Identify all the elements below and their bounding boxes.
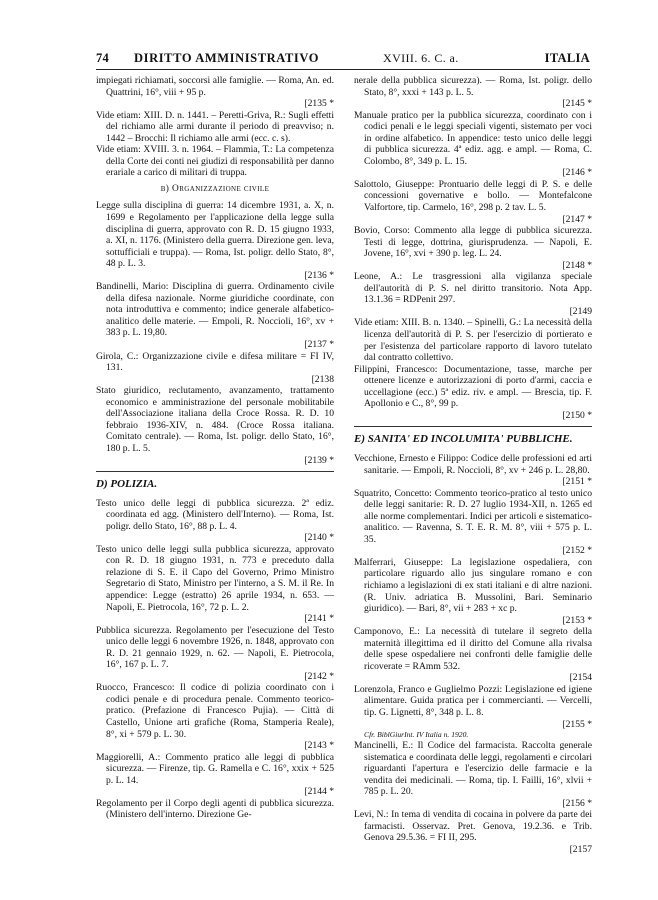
entry-reference-number: [2153 *	[562, 614, 592, 626]
entry-text: Stato giuridico, reclutamento, avanzamento, trattamento economico e amministrazione del personale mobilitabile dell'Associazione italiana della Croce Rossa. R. D. 10 febbraio 1936-XIV, n. 484. (Croce Rossa italiana. Comitato centrale). — Roma, Ist. poligr. dello Stato, 16°, 180 p. L. 5.	[96, 385, 334, 454]
bibliography-entry	[354, 271, 592, 317]
bibliography-entry	[96, 75, 334, 110]
bibliography-entry	[96, 385, 334, 466]
entry-reference-number: [2135 *	[304, 98, 334, 110]
entry-text: Testo unico delle leggi sulla pubblica sicurezza, approvato con R. D. 18 giugno 1931, n. 773 e preceduto dalla relazione di S. E. il Capo del Governo, Primo Ministro Segretario di Stato, Ministro per l'interno, a S. M. il Re. In appendice: Legge (estratto) 26 aprile 1934, n. 653. — Napoli, E. Pietrocola, 16°, 72 p. L. 2.	[96, 543, 334, 613]
entry-reference-number: [2155 *	[562, 718, 592, 730]
bibliography-entry	[354, 110, 592, 179]
bibliography-entry	[96, 200, 334, 281]
bibliography-entry	[354, 488, 592, 557]
entry-text: Levi, N.: In tema di vendita di cocaina in polvere da parte dei farmacisti. Osservaz. Pret. Genova, 19.2.36. e Trib. Genova 29.5.36. = FI II, 295.	[354, 809, 592, 844]
entry-text: Camponovo, E.: La necessità di tutelare il segreto della maternità illegittima ed il diritto del Comune alla rivalsa delle spese ospedaliere nei confronti delle famiglie delle ricoverate = RAmm 532.	[354, 626, 592, 672]
header-rule	[96, 69, 590, 70]
entry-text: Lorenzola, Franco e Guglielmo Pozzi: Legislazione ed igiene alimentare. Guida pratica per i commercianti. — Vercelli, tip. G. Lignetti, 8°, 348 p. L. 8.	[354, 683, 592, 718]
running-header	[96, 51, 590, 67]
country-label: ITALIA	[544, 51, 590, 65]
entry-reference-number: [2156 *	[562, 797, 592, 809]
entry-text: Mancinelli, E.: Il Codice del farmacista. Raccolta generale sistematica e coordinata delle leggi, regolamenti e circolari riguardanti l'apertura e l'esercizio delle farmacie e la vendita dei medicinali. — Roma, tip. I. Failli, 16°, xlvii + 785 p. L. 20.	[354, 740, 592, 798]
entry-text: Ruocco, Francesco: Il codice di polizia coordinato con i codici penale e di procedura penale. Commento teorico-pratico. (Prefazione di Francesco Pujia). — Città di Castello, Unione arti grafiche (Roma, Stamperia Reale), 8°, xi + 579 p. L. 30.	[96, 682, 334, 740]
left-top-entries	[96, 75, 334, 179]
right-top-entries	[354, 75, 592, 421]
right-e-entries	[354, 453, 592, 730]
section-divider	[354, 426, 592, 427]
entry-text: Filippini, Francesco: Documentazione, tasse, marche per ottenere licenze e autorizzazioni di porto d'armi, caccia e uccellagione (ecc.) 5ª ediz. riv. e ampl. — Brescia, tip. F. Apollonio e C., 8°, 99 p.	[354, 363, 592, 410]
entry-text: Vecchione, Ernesto e Filippo: Codice delle professioni ed arti sanitarie. — Empoli, R. Noccioli, 8°, xv + 246 p. L. 28,80.	[354, 452, 592, 476]
page-number: 74	[96, 51, 110, 65]
bibliography-entry	[354, 557, 592, 626]
bibliography-entry	[96, 798, 334, 821]
bibliography-entry	[354, 453, 592, 488]
entry-reference-number: [2143 *	[304, 740, 334, 752]
classification-code: XVIII. 6. C. a.	[383, 51, 459, 65]
entry-reference-number: [2149	[569, 305, 592, 317]
entry-text: Bovio, Corso: Commento alla legge di pubblica sicurezza. Testi di legge, dottrina, giurisprudenza. — Napoli, E. Jovene, 16°, xvi + 390 p. leg. L. 24.	[354, 225, 592, 260]
right-column	[354, 75, 592, 856]
entry-reference-number: [2157	[569, 844, 592, 855]
section-heading-sanita: E) SANITA' ED INCOLUMITA' PUBBLICHE.	[354, 433, 573, 446]
bibliography-entry	[96, 498, 334, 544]
left-column	[96, 75, 334, 821]
entry-text: Vide etiam: XIII. B. n. 1340. – Spinelli, G.: La necessità della licenza dell'autorità di P. S. per l'esercizio di portierato e per l'esistenza del particolare rapporto di lavoro tutelato dal contratto collettivo.	[354, 317, 592, 364]
section-divider	[96, 471, 334, 472]
entry-reference-number: [2141 *	[304, 613, 334, 625]
cross-reference-note: Cfr. BiblGiurInt. IV Italia n. 1920.	[364, 730, 469, 740]
entry-text: Legge sulla disciplina di guerra: 14 dicembre 1931, a. X, n. 1699 e Regolamento per l'applicazione della legge sulla disciplina di guerra, approvato con R. D. 15 giugno 1933, a. XI, n. 1176. (Ministero della guerra. Direzione gen. leva, sottufficiali e truppa). — Roma, Ist. poligr. dello Stato, 8°, 48 p. L. 3.	[96, 200, 334, 270]
bibliography-entry	[354, 809, 592, 855]
section-title: DIRITTO AMMINISTRATIVO	[134, 51, 320, 65]
entry-reference-number: [2147 *	[562, 213, 592, 225]
bibliography-entry	[354, 317, 592, 363]
entry-reference-number: [2144 *	[304, 786, 334, 798]
section-heading-polizia: D) POLIZIA.	[96, 478, 158, 491]
entry-text: Girola, C.: Organizzazione civile e difesa militare = FI IV, 131.	[96, 350, 334, 374]
left-d-entries	[96, 498, 334, 821]
entry-reference-number: [2139 *	[304, 454, 334, 466]
entry-reference-number: [2145 *	[562, 98, 592, 110]
bibliography-entry	[354, 75, 592, 110]
bibliography-entry	[354, 626, 592, 684]
entry-reference-number: [2152 *	[562, 545, 592, 557]
entry-text: Maggiorelli, A.: Commento pratico alle leggi di pubblica sicurezza. — Firenze, tip. G. Ramella e C. 16°, xxix + 525 p. L. 14.	[96, 751, 334, 786]
bibliography-entry	[96, 144, 334, 179]
bibliography-entry	[354, 740, 592, 809]
entry-reference-number: [2146 *	[562, 167, 592, 179]
bibliography-entry	[96, 281, 334, 350]
bibliography-entry	[354, 364, 592, 422]
entry-reference-number: [2140 *	[304, 532, 334, 544]
left-b-entries	[96, 200, 334, 466]
entry-reference-number: [2150 *	[562, 409, 592, 421]
entry-reference-number: [2142 *	[304, 670, 334, 682]
right-e2-entries	[354, 740, 592, 855]
entry-text: Squatrito, Concetto: Commento teorico-pratico al testo unico delle leggi sanitarie: R. D. 27 luglio 1934-XII, n. 1265 ed alle norme complementari. Indici per articoli e sistematico-analitico. — Ravenna, S. T. E. R. M. 8°, viii + 575 p. L. 35.	[354, 487, 592, 545]
bibliography-entry	[96, 682, 334, 751]
entry-text: Manuale pratico per la pubblica sicurezza, coordinato con i codici penali e le leggi speciali vigenti, sistemato per voci in ordine alfabetico. In appendice: testo unico delle leggi di pubblica sicurezza. 4ª ediz. agg. e ampl. — Roma, C. Colombo, 8°, 349 p. L. 15.	[354, 109, 592, 167]
bibliography-entry	[96, 625, 334, 683]
entry-text: Salottolo, Giuseppe: Prontuario delle leggi di P. S. e delle concessioni governative e bollo. — Montefalcone Valfortore, tip. Carmelo, 16°, 298 p. 2 tav. L. 5.	[354, 178, 592, 214]
entry-reference-number: [2138	[311, 373, 334, 385]
bibliography-entry	[96, 752, 334, 798]
entry-text: Leone, A.: Le trasgressioni alla vigilanza speciale dell'autorità di P. S. nel diritto transitorio. Nota App. 13.1.36 = RDPenit 297.	[354, 271, 592, 306]
entry-text: Pubblica sicurezza. Regolamento per l'esecuzione del Testo unico delle leggi 6 novembre 1926, n. 1848, approvato con R. D. 21 gennaio 1929, n. 62. — Napoli, E. Pietrocola, 16°, 167 p. L. 7.	[96, 624, 334, 671]
entry-text: Bandinelli, Mario: Disciplina di guerra. Ordinamento civile della difesa nazionale. Norme giuridiche coordinate, con nota introduttiva e commento; indice generale alfabetico-analitico delle materie. — Empoli, R. Noccioli, 16°, xv + 383 p. L. 19,80.	[96, 281, 334, 339]
bibliography-entry	[354, 179, 592, 225]
entry-reference-number: [2136 *	[304, 269, 334, 281]
entry-text: Regolamento per il Corpo degli agenti di pubblica sicurezza. (Ministero dell'interno. Direzione Ge-	[96, 797, 334, 821]
entry-reference-number: [2148 *	[562, 259, 592, 271]
entry-reference-number: [2154	[569, 672, 592, 684]
bibliography-entry	[354, 684, 592, 730]
bibliography-entry	[96, 351, 334, 386]
entry-text: impiegati richiamati, soccorsi alle famiglie. — Roma, An. ed. Quattrini, 16°, viii + 95 p.	[96, 75, 334, 98]
entry-text: Vide etiam: XVIII. 3. n. 1964. – Flammia, T.: La competenza della Corte dei conti nei giudizi di responsabilità per danno erariale a carico di militari di truppa.	[96, 144, 334, 179]
bibliography-entry	[96, 110, 334, 145]
bibliography-entry	[96, 544, 334, 625]
bibliography-entry	[354, 225, 592, 271]
entry-text: nerale della pubblica sicurezza). — Roma, Ist. poligr. dello Stato, 8°, xxxi + 143 p. L. 5.	[354, 75, 592, 98]
entry-text: Testo unico delle leggi di pubblica sicurezza. 2ª ediz. coordinata ed agg. (Ministero dell'Interno). — Roma, Ist. poligr. dello Stato, 16°, 88 p. L. 4.	[96, 497, 334, 532]
entry-reference-number: [2137 *	[304, 339, 334, 351]
entry-text: Vide etiam: XIII. D. n. 1441. – Peretti-Griva, R.: Sugli effetti del richiamo alle armi durante il periodo di preavviso; n. 1442 – Brocchi: Il richiamo alle armi (ecc. c. s).	[96, 109, 334, 144]
entry-text: Malferrari, Giuseppe: La legislazione ospedaliera, con particolare riguardo allo jus singulare romano e con richiamo a legislazioni di ex stati italiani e di altre nazioni. (R. Univ. adriatica B. Mussolini, Bari. Seminario giuridico). — Bari, 8°, vii + 283 + xc p.	[354, 556, 592, 615]
entry-reference-number: [2151 *	[562, 476, 592, 488]
subsection-heading: b) Organizzazione civile	[160, 183, 270, 194]
